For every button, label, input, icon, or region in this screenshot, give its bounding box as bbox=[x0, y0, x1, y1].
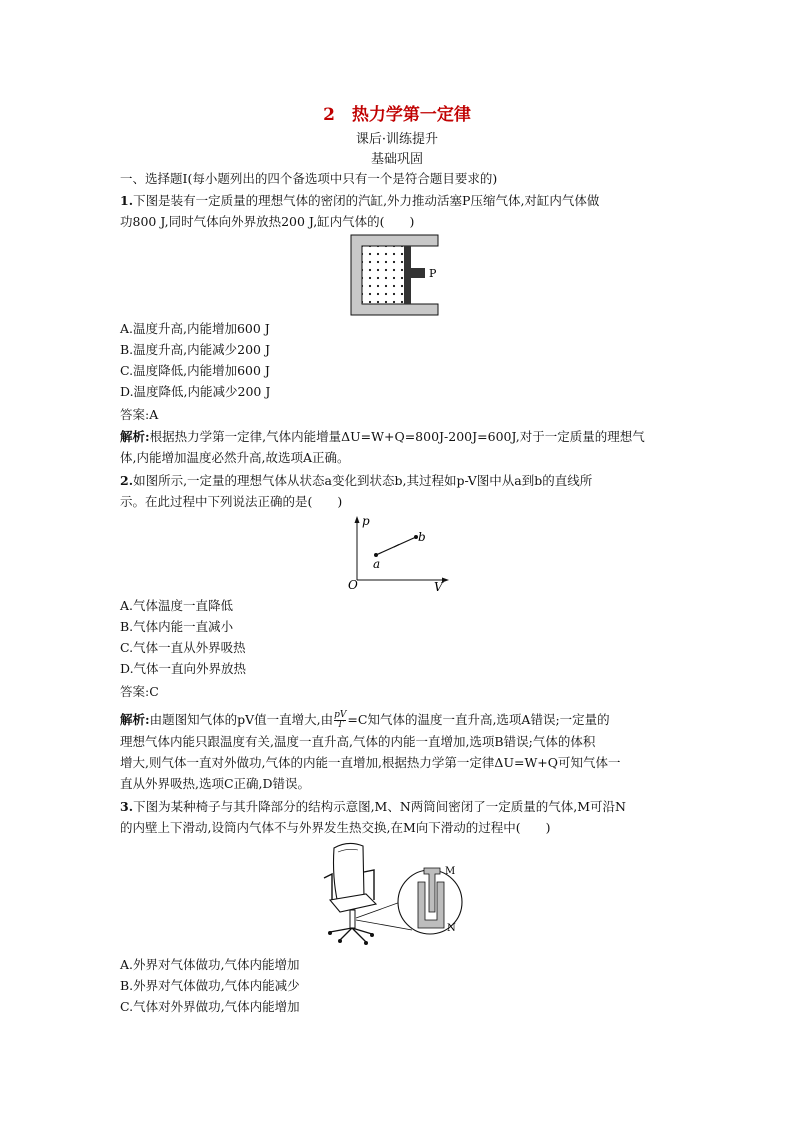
chair-figure bbox=[318, 838, 466, 946]
q3-option-a: A.外界对气体做功,气体内能增加 bbox=[120, 957, 300, 972]
q2-option-b: B.气体内能一直减小 bbox=[120, 619, 234, 634]
label-m: M bbox=[445, 866, 456, 877]
cylinder-figure bbox=[350, 234, 446, 316]
q1-answer-value: A bbox=[149, 407, 159, 422]
label-n: N bbox=[447, 923, 456, 934]
q1-option-b: B.温度升高,内能减少200 J bbox=[120, 342, 270, 357]
q1-option-c: C.温度降低,内能增加600 J bbox=[120, 363, 270, 378]
q1-text1: 下图是装有一定质量的理想气体的密闭的汽缸,外力推动活塞P压缩气体,对缸内气体做 bbox=[133, 193, 600, 208]
q1-option-a: A.温度升高,内能增加600 J bbox=[120, 321, 270, 336]
q1-explanation-text1: 根据热力学第一定律,气体内能增量ΔU=W+Q=800J-200J=600J,对于一定质量的理想气 bbox=[149, 429, 645, 444]
point-a-label: a bbox=[373, 557, 381, 571]
fraction-denominator: T bbox=[337, 720, 344, 730]
q2-answer-label: 答案: bbox=[120, 684, 150, 699]
axis-v-label: V bbox=[434, 580, 443, 592]
q2-explanation-text1b: =C知气体的温度一直升高,选项A错误;一定量的 bbox=[347, 712, 610, 727]
q2-explanation-line2: 理想气体内能只跟温度有关,温度一直升高,气体的内能一直增加,选项B错误;气体的体积 bbox=[120, 734, 596, 749]
point-b-label: b bbox=[418, 530, 426, 544]
q3-stem-line1 bbox=[120, 796, 680, 817]
q2-option-d: D.气体一直向外界放热 bbox=[120, 661, 247, 676]
q2-explanation-label: 解析: bbox=[120, 712, 150, 727]
q1-option-d: D.温度降低,内能减少200 J bbox=[120, 384, 271, 399]
q1-stem-line2: 功800 J,同时气体向外界放热200 J,缸内气体的( ) bbox=[120, 214, 415, 229]
q2-explanation-text1a: 由题图知气体的pV值一直增大,由 bbox=[149, 712, 334, 727]
page-title: 2 热力学第一定律 bbox=[323, 105, 471, 125]
q2-fraction bbox=[334, 711, 346, 730]
q2-option-c: C.气体一直从外界吸热 bbox=[120, 640, 246, 655]
q3-option-b: B.外界对气体做功,气体内能减少 bbox=[120, 978, 300, 993]
q3-text1: 下图为某种椅子与其升降部分的结构示意图,M、N两筒间密闭了一定质量的气体,M可沿N bbox=[133, 799, 626, 814]
q2-stem-line2: 示。在此过程中下列说法正确的是( ) bbox=[120, 494, 343, 509]
q2-stem-line1 bbox=[120, 470, 680, 491]
q1-number: 1. bbox=[120, 193, 134, 208]
q2-explanation-line1 bbox=[120, 709, 680, 730]
section-heading: 一、选择题Ⅰ(每小题列出的四个备选项中只有一个是符合题目要求的) bbox=[120, 171, 498, 186]
q2-explanation-line4: 直从外界吸热,选项C正确,D错误。 bbox=[120, 776, 311, 791]
origin-label: O bbox=[348, 578, 358, 592]
subtitle-basic: 基础巩固 bbox=[370, 152, 423, 167]
q2-answer-value: C bbox=[149, 684, 159, 699]
axis-p-label: p bbox=[362, 514, 370, 528]
q3-stem-line2: 的内壁上下滑动,设筒内气体不与外界发生热交换,在M向下滑动的过程中( ) bbox=[120, 820, 551, 835]
q1-answer bbox=[120, 404, 680, 425]
piston-label: P bbox=[429, 267, 437, 280]
pv-graph-figure bbox=[343, 512, 453, 592]
q2-text1: 如图所示,一定量的理想气体从状态a变化到状态b,其过程如p-V图中从a到b的直线所 bbox=[133, 473, 593, 488]
q2-number: 2. bbox=[120, 473, 134, 488]
q1-explanation-label: 解析: bbox=[120, 429, 150, 444]
fraction-numerator: pV bbox=[334, 710, 347, 720]
q1-stem-line1 bbox=[120, 190, 680, 211]
q2-answer bbox=[120, 681, 680, 702]
q1-explanation-line1 bbox=[120, 426, 680, 447]
q2-explanation-line3: 增大,则气体一直对外做功,气体的内能一直增加,根据热力学第一定律ΔU=W+Q可知气体一 bbox=[120, 755, 621, 770]
q3-number: 3. bbox=[120, 799, 134, 814]
subtitle-after-class: 课后·训练提升 bbox=[355, 132, 439, 147]
q3-option-c: C.气体对外界做功,气体内能增加 bbox=[120, 999, 300, 1014]
q2-option-a: A.气体温度一直降低 bbox=[120, 598, 234, 613]
q1-answer-label: 答案: bbox=[120, 407, 150, 422]
q1-explanation-line2: 体,内能增加温度必然升高,故选项A正确。 bbox=[120, 450, 350, 465]
